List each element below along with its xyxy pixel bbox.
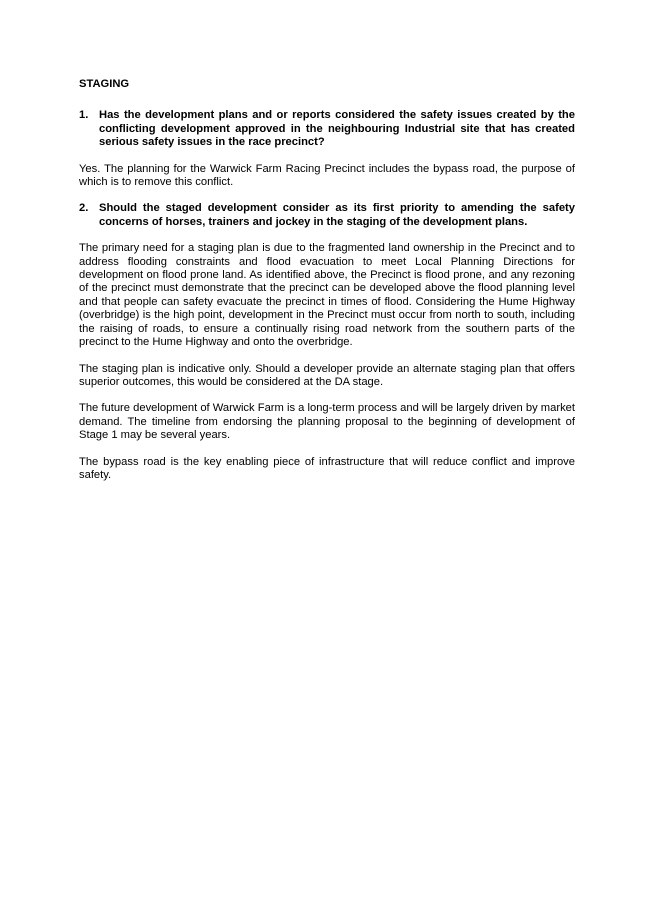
section-heading: STAGING — [79, 78, 130, 90]
answer-paragraph: The staging plan is indicative only. Should a developer provide an alternate staging plan that offers superior outcomes, this would be considered at the DA stage. — [79, 362, 575, 388]
question-text: Should the staged development consider as its first priority to amending the safety concerns of horses, trainers and jockey in the staging of the development plans. — [99, 202, 575, 228]
answer-paragraph: The bypass road is the key enabling piece of infrastructure that will reduce conflict and improve safety. — [79, 455, 575, 481]
question-1 — [79, 109, 575, 149]
answer-paragraph: Yes. The planning for the Warwick Farm Racing Precinct includes the bypass road, the purpose of which is to remove this conflict. — [79, 162, 575, 189]
question-text: Has the development plans and or reports considered the safety issues created by the conflicting development approved in the neighbouring Industrial site that has created serious safety issues in the race precinct? — [99, 109, 575, 149]
question-number: 1. — [79, 109, 89, 122]
answer-paragraph: The future development of Warwick Farm is a long-term process and will be largely driven by market demand. The timeline from endorsing the planning proposal to the beginning of development of Stage 1 may be several years. — [79, 402, 575, 442]
answer-paragraph: The primary need for a staging plan is due to the fragmented land ownership in the Precinct and to address flooding constraints and flood evacuation to meet Local Planning Directions for development on flood prone land. As identified above, the Precinct is flood prone, and any rezoning of the precinct must demonstrate that the precinct can be developed above the flood planning level and that people can safety evacuate the precinct in times of flood. Considering the Hume Highway (overbridge) is the high point, development in the Precinct must occur from north to south, including the raising of roads, to ensure a continually rising road network from the southern parts of the precinct to the Hume Highway and onto the overbridge. — [79, 242, 575, 349]
document-page — [79, 78, 575, 495]
question-number: 2. — [79, 202, 89, 215]
question-2 — [79, 202, 575, 229]
